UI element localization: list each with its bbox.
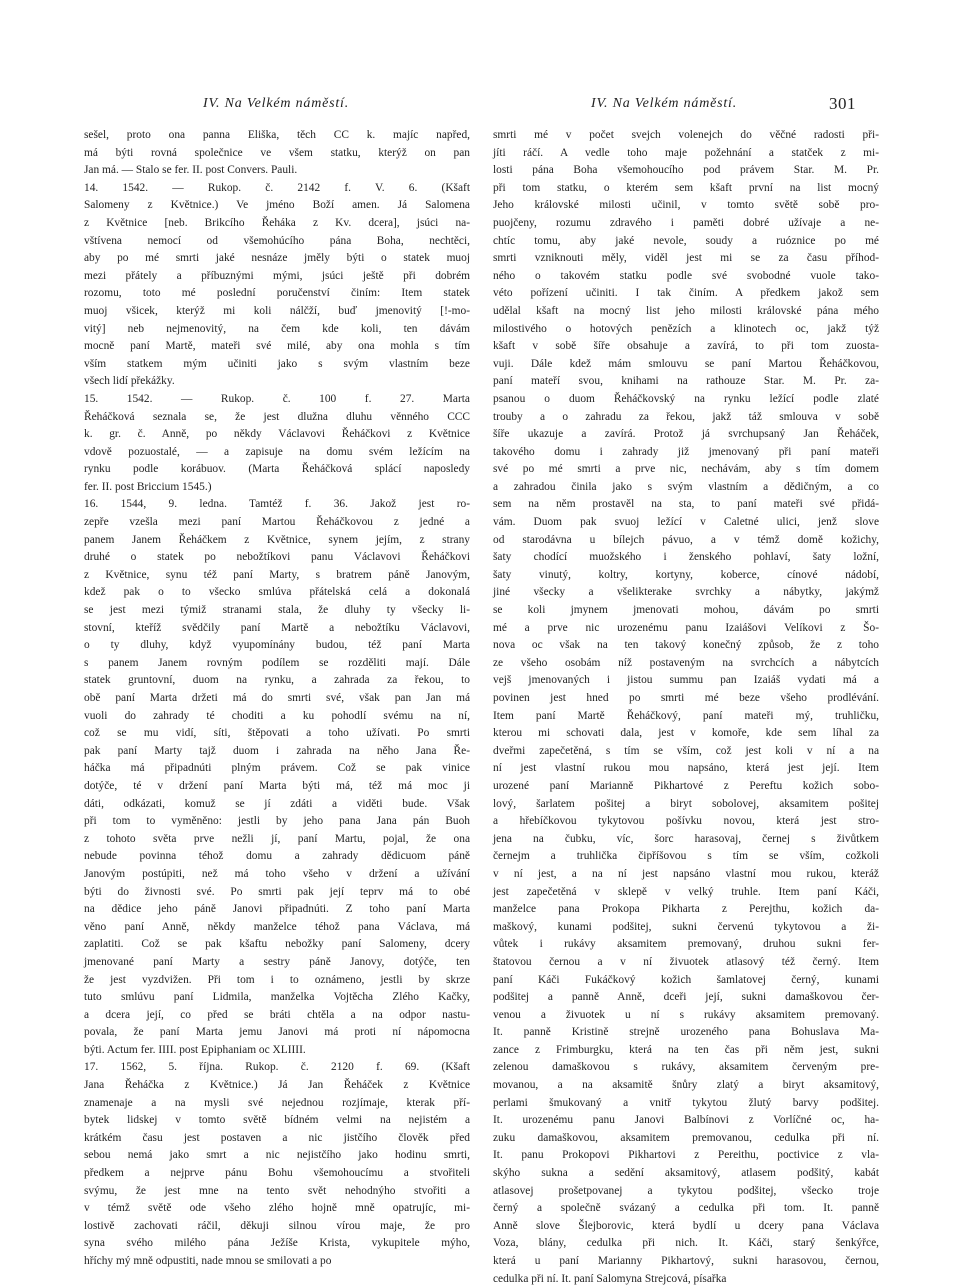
text-line: sebou nemá jako smrt a nic nejistčího jako hodinu smrti, [84, 1149, 470, 1162]
text-line: atlasovej prošetpovanej a tykytou podšitej, všecko troje [493, 1184, 879, 1197]
text-line: šíře ukazuje a zavírá. Protož já svrchupsaný Jan Řeháček, [493, 428, 879, 441]
right-text-column [493, 127, 879, 1285]
text-line: ného o takovém statku podle své svobodné vuole tako- [493, 269, 879, 282]
text-line: jest zapečetěná v sklepě v velký truhle. Item paní Káči, [493, 885, 879, 898]
text-line: na dědice jeho páně Janovi připadnúti. Z toho paní Marta [84, 903, 470, 916]
text-line: cedulka při ní. It. paní Salomyna Strejcová, písařka [493, 1272, 727, 1285]
text-line: černý a společně svázaný a cedulka při tom. It. panně [493, 1202, 879, 1215]
text-line: a hřebíčkovou tykytovou pošívku novou, která jest stro- [493, 815, 879, 828]
text-line: při tom to vyměněno: jestli by jeho pana Jana pán Buoh [84, 815, 470, 828]
text-line: věno paní Anně, někdy manželce téhož pana Václava, má [84, 920, 470, 933]
text-line: vštívena nemocí od všemohúcího pána Boha, nechtěci, [84, 234, 470, 247]
text-line: zelenou damaškovou s rukávy, aksamitem červeným pre- [493, 1061, 879, 1074]
text-line: panem Janem Řeháčkem z Květnice, synem jejím, z strany [84, 533, 470, 546]
text-line: od starodávna u bílejch pávuo, a v témž domě kožichy, [493, 533, 879, 546]
text-line: šaty chodící muožského i ženského pohlaví, šaty ložní, [493, 551, 879, 564]
text-line: v ní jest, a na ní jest napsáno vlastní mou rukou, kteráž [493, 867, 879, 880]
text-line: stovní, kteříž svědčily paní Martě a nebožtíku Václavovi, [84, 621, 470, 634]
text-line: 15. 1542. — Rukop. č. 100 f. 27. Marta [84, 392, 470, 405]
text-line: It. panu Prokopovi Pikhartovi z Pereithu, poctivice z vla- [493, 1149, 879, 1162]
text-line: Jeho královské milosti učinil, v tomto světě sobě pro- [493, 199, 879, 212]
text-line: paní Káči Fukáčkový kožich šamlatovej černý, kunami [493, 973, 879, 986]
text-line: povinen jest hned po smrti mé beze všeho prodlévání. [493, 692, 879, 704]
text-line: véto pořízení učiniti. I tak činím. A předkem jakož sem [493, 287, 879, 300]
text-line: ní jest vlastní rukou mou napsáno, která jest její. Item [493, 762, 879, 775]
text-line: lový, šarlatem pošitej a biryt sobolovej, aksamitem pošitej [493, 797, 879, 810]
text-line: mocně paní Martě, mateři své milé, aby ona mohla s tím [84, 340, 470, 353]
header-left-title: IV. Na Velkém náměstí. [203, 96, 350, 111]
text-line: jíti ráčí. A vedle toho maje požehnání a statček z mi- [493, 146, 879, 159]
text-line: 16. 1544, 9. ledna. Tamtéž f. 36. Jakož jest ro- [84, 498, 470, 511]
text-line: vuoli do zahrady té choditi a ku pohodlí svému na ní, [84, 709, 470, 722]
text-line: vitý] neb nejmenovitý, na čem kde koli, ten dávám [84, 322, 470, 335]
text-line: býti do živnosti své. Po smrti pak její teprv má to obé [84, 885, 470, 898]
text-line: vším statkem mým učiniti jako s svým vlastním beze [84, 357, 470, 370]
text-line: černejm a truhlička čipříšovou s tím se vším, cožkoli [493, 850, 879, 863]
text-line: Janovým postúpiti, než má toho všeho v držení a užívání [84, 867, 470, 880]
running-header [0, 96, 960, 118]
text-line: perlami šmukovaný a vnitř tykytou žlutý barvy podšitej. [493, 1096, 879, 1109]
text-line: a dcera její, co před se bráti chtěla a na odpor nastu- [84, 1008, 470, 1021]
text-line: a zahradou činila jako s svým vlastním a dědičným, a co [493, 480, 879, 493]
text-line: statek gruntovní, duom na rynku, a zahrada za řekou, to [84, 674, 470, 687]
text-line: Salomeny z Květnice.) Ve jméno Boží amen. Já Salomena [84, 199, 470, 212]
text-line: urozené paní Marianně Pikhartové z Pereftu kožich sobo- [493, 779, 879, 792]
text-line: rynku podle korábuov. (Marta Řeháčková splácí naposledy [84, 463, 470, 476]
text-line: krátkém času jest postaven a nic jistčího člověk před [84, 1131, 470, 1144]
text-line: se jest mezi týmiž stranami stala, že dluhy ty všecky li- [84, 604, 470, 617]
text-line: jmenované paní Marty a sestry páně Janovy, dotýče, ten [84, 955, 470, 968]
text-line: losti pána Boha všemohoucího pod právem Star. M. Pr. [493, 164, 879, 177]
text-line: jiné všecky a všelikterake svrchky a nábytky, jakýmž [493, 586, 879, 599]
text-line: k. gr. č. Anně, po někdy Václavovi Řeháčkovi z Květnice [84, 428, 470, 441]
header-right-title: IV. Na Velkém náměstí. [591, 96, 738, 111]
text-line: v témž světě ode všeho zlého hojně mně opatrujíc, mi- [84, 1202, 470, 1215]
text-line: nebude povinna téhož domu a zahrady dědicuom páně [84, 850, 470, 863]
text-line: 14. 1542. — Rukop. č. 2142 f. V. 6. (Kšaft [84, 181, 470, 194]
text-line: svýmu, že jest mne na tento svět nehodnýho stvořiti a [84, 1184, 470, 1197]
text-line: bytek lidskej v tomto světě bídném velmi na nejistém a [84, 1114, 470, 1127]
text-line: zaplatiti. Což se pak kšaftu nebožky paní Salomeny, dcery [84, 938, 470, 951]
text-line: o ty dluhy, když vyupomínány budou, též paní Marta [84, 639, 470, 652]
text-line: 17. 1562, 5. října. Rukop. č. 2120 f. 69. (Kšaft [84, 1061, 470, 1074]
text-line: vůtek i rukávy aksamitem premovaný, druhou sukni fer- [493, 938, 879, 951]
text-line: smrti vzniknouti měly, viděl jest mi se za času příhod- [493, 252, 879, 265]
text-line: tuto smlúvu paní Lidmila, manželka Vojtěcha Zlého Kačky, [84, 991, 470, 1004]
text-line: takového domu i zahrady již jmenovaný při paní mateři [493, 445, 879, 458]
text-line: Item paní Martě Řeháčkový, paní mateři mý, truhličku, [493, 709, 879, 722]
text-line: zepře vzešla mezi paní Martou Řeháčkovou z jedné a [84, 516, 470, 529]
text-line: druhé o statek po nebožtíkovi panu Václavovi Řeháčkovi [84, 551, 470, 564]
left-text-column [84, 127, 470, 1267]
text-line: It. panně Kristině strejně urozeného pana Bohuslava Ma- [493, 1026, 879, 1039]
text-line: všech lidí překážky. [84, 375, 175, 388]
text-line: muoj všicek, kterýž mi koli nálčží, buď jmenovitý [!-mo- [84, 304, 470, 317]
text-line: nova oc však na ten takový konečný způsob, že z toho [493, 639, 879, 652]
text-line: Voza, blány, cedulka při nich. It. Káči, starý šenkýřce, [493, 1237, 879, 1250]
text-line: býti. Actum fer. IIII. post Epiphaniam oc XLIIII. [84, 1043, 306, 1056]
text-line: vám. Duom pak svuoj ležící v Caletné ulici, jenž slove [493, 516, 879, 529]
text-line: povala, že paní Marta jemu Janovi má proti ní nápomocna [84, 1026, 470, 1039]
text-line: dáti, odkázati, komuž se jí zdáti a viděti bude. Však [84, 797, 470, 810]
text-line: sešel, proto ona panna Eliška, těch CC k. majíc napřed, [84, 129, 470, 141]
text-line: z Květnice [neb. Brikcího Řeháka z Kv. dcera], jsúci na- [84, 216, 470, 229]
text-line: It. urozenému panu Janovi Balbínovi z Vorlíčné oc, ha- [493, 1114, 879, 1127]
page-number: 301 [829, 94, 856, 113]
text-line: pak paní Marty tajž duom i zahrada na něho Jana Ře- [84, 744, 470, 757]
text-line: vdově pozuostalé, — a zapisuje na domu svém ležícím na [84, 445, 470, 458]
text-line: vejš jmenovaných i jistou summu pan Izaiáš vydati má a [493, 674, 879, 687]
text-line: syna svého milého pána Ježíše Krista, vykupitele mýho, [84, 1237, 470, 1250]
text-line: manželce pana Prokopa Pikharta z Perejthu, kožich da- [493, 903, 879, 916]
text-line: venou a živuotek u ní s rukávy aksamitem premovaný. [493, 1008, 879, 1021]
text-line: skýho sukna a sedění aksamitový, atlasem podšitý, kabát [493, 1167, 879, 1180]
text-line: chtíc tomu, aby jaké nevole, soudy a ruóznice po mé [493, 234, 879, 247]
text-line: udělal kšaft na mocný list jeho milosti královské pána mého [493, 304, 879, 317]
text-line: své po mé smrti a prve nic, nechávám, aby s tím domem [493, 463, 879, 476]
text-line: kterou mi schovati dala, jest v komoře, kde sem líhal za [493, 727, 879, 740]
text-line: sem na něm prostavěl na sta, to paní mateři své přidá- [493, 498, 879, 511]
text-line: psanou o duom Řeháčkovský na rynku ležící podle zlaté [493, 392, 879, 405]
text-line: dotýče, té v držení paní Marta býti má, též má moc ji [84, 779, 470, 792]
text-line: milostivého o hotových penězích a klinotech oc, jakž týž [493, 322, 879, 335]
text-line: šaty vinutý, koltry, kortyny, koberce, cínové nádobí, [493, 568, 879, 581]
text-line: štatovou černou a v ní živuotek atlasový též černý. Item [493, 955, 879, 968]
text-line: obě paní Marta držeti má do smrti své, však pan Jan má [84, 692, 470, 704]
text-line: fer. II. post Briccium 1545.) [84, 480, 212, 493]
text-line: Jan má. — Stalo se fer. II. post Convers. Pauli. [84, 164, 298, 177]
text-line: předkem a nejprve pánu Bohu všemohoucímu a stvořiteli [84, 1167, 470, 1180]
text-line: podšitej a panně Anně, dceři její, sukni damaškovou čer- [493, 991, 879, 1004]
text-line: vuji. Dále kdež mám smlouvu se paní Martou Řeháčkovou, [493, 357, 879, 370]
text-line: znamenaje a na mysli své nejednou rozjímaje, kterak pří- [84, 1096, 470, 1109]
text-line: rozomu, toto mé poslední poručenství činím: Item statek [84, 287, 470, 300]
text-line: zuku damaškovou, aksamitem premovanou, cedulka při ní. [493, 1131, 879, 1144]
text-line: kšaft v sobě šíře obsahuje a zavírá, to při tom zuosta- [493, 340, 879, 353]
text-line: dveřmi zapečetěná, s tím se vším, což jest koli v ní a na [493, 744, 879, 757]
text-line: Řeháčková seznala se, že jest dlužna dluhu věnného CCC [84, 410, 470, 423]
text-line: mezi přátely a příbuznými mými, jsúci ještě při dobrém [84, 269, 470, 282]
text-line: s panem Janem rovným podílem se rozděliti mají. Dále [84, 656, 470, 669]
text-line: hříchy mý mně odpustiti, nade mnou se smilovati a po [84, 1255, 332, 1267]
text-line: jena na čubku, víc, šorc harasovaj, černej s živůtkem [493, 832, 879, 845]
text-line: aby po mé smrti jaké nesnáze jměly býti o statek muoj [84, 252, 470, 265]
text-line: což se mu vidí, síti, štěpovati a toho užívati. Po smrti [84, 727, 470, 740]
text-line: z tohoto světa prve nežli jí, paní Martu, pojal, že ona [84, 832, 470, 845]
text-line: že jest vyzdvižen. Při tom i to oznámeno, jestli by skrze [84, 973, 470, 986]
text-line: puojčeny, rozumu zdravého i paměti dobré užívaje a ne- [493, 216, 879, 229]
text-line: lostivě zachovati ráčil, děkuji silnou vírou maje, že pro [84, 1219, 470, 1232]
text-line: má býti rovná společnice ve všem statku, kterýž on pan [84, 146, 470, 159]
text-line: z Květnice, synu též paní Marty, s bratrem páně Janovým, [84, 568, 470, 581]
text-line: která u paní Marianny Pikhartový, sukni harasovou, černou, [493, 1255, 879, 1267]
text-line: háčka má připadnúti plným právem. Což se pak vinice [84, 762, 470, 775]
text-line: Anně slove Šlejborovic, která bydlí u dcery pana Václava [493, 1219, 879, 1232]
text-line: Jana Řeháčka z Květnice.) Já Jan Řeháček z Květnice [84, 1079, 470, 1092]
text-line: trouby a o zahradu za řekou, jakž táž smlouva v sobě [493, 410, 879, 423]
text-line: movanou, a na aksamitě šnůry zlatý a biryt aksamitový, [493, 1079, 879, 1092]
text-line: paní mateří svou, knihami na rathouze Star. M. Pr. za- [493, 375, 879, 388]
text-line: při tom statku, o kterém sem kšaft první na list mocný [493, 181, 879, 194]
text-line: kdež pak o to všecko smlúva přátelská celá a dokonalá [84, 586, 470, 599]
text-line: se koli jmynem jmenovati mohou, dávám po smrti [493, 604, 879, 617]
text-line: mé a prve nic urozenému panu Izaiášovi Velíkovi z Šo- [493, 621, 879, 634]
text-line: zance z Frimburgku, která na ten čas při něm jest, sukni [493, 1043, 879, 1056]
text-line: maškový, kunami podšitej, sukni červenú tykytovou a ži- [493, 920, 879, 933]
text-line: ze všeho osobám níž postaveným na svrchcích a nábytcích [493, 656, 879, 669]
text-line: smrti mé v počet svejch volenejch do věčné radosti při- [493, 129, 879, 141]
